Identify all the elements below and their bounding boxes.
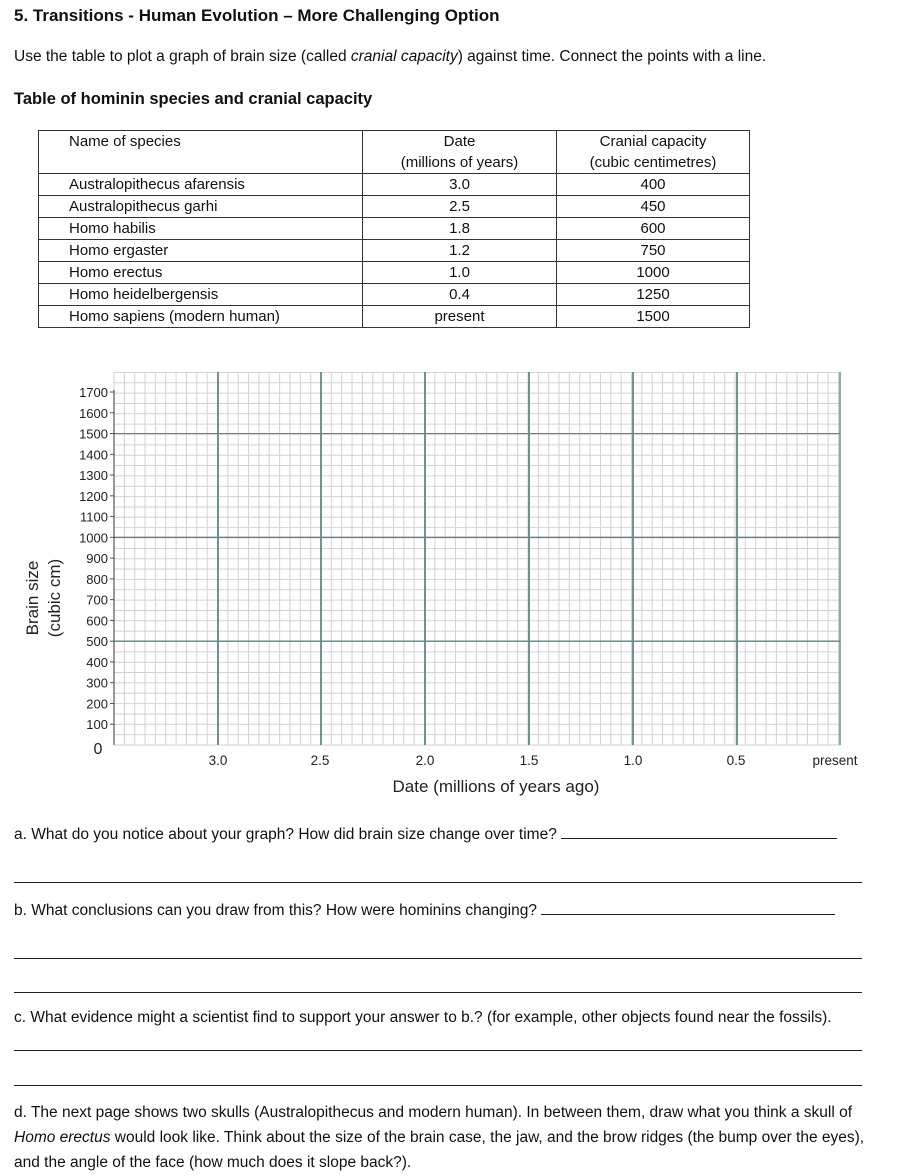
cell-species: Homo ergaster	[39, 240, 363, 262]
cell-species: Australopithecus afarensis	[39, 174, 363, 196]
y-tick-label: 700	[86, 592, 108, 608]
y-tick-label: 600	[86, 613, 108, 629]
cell-capacity: 450	[557, 196, 750, 218]
question-b-text: b. What conclusions can you draw from this? How were hominins changing?	[14, 902, 537, 919]
y-tick-label: 1400	[79, 447, 108, 463]
y-tick-label: 500	[86, 634, 108, 650]
answer-line[interactable]	[14, 958, 862, 959]
x-tick-label: 2.5	[310, 753, 330, 768]
y-tick-label: 200	[86, 696, 108, 712]
cell-date: 3.0	[363, 174, 557, 196]
y-tick-label: 0	[93, 741, 103, 758]
y-tick-label: 100	[86, 717, 108, 733]
instructions	[14, 48, 766, 66]
instructions-text-2: ) against time. Connect the points with a line.	[457, 48, 767, 65]
table-row	[39, 240, 750, 262]
cell-capacity: 1000	[557, 262, 750, 284]
graph-grid-chart	[0, 360, 900, 800]
y-tick-label: 800	[86, 571, 108, 587]
y-tick-label: 1000	[79, 530, 108, 546]
cell-date: 0.4	[363, 284, 557, 306]
y-tick-label: 300	[86, 675, 108, 691]
y-tick-label: 1700	[79, 385, 108, 400]
table-row	[39, 174, 750, 196]
answer-line[interactable]	[14, 1085, 862, 1086]
header-species: Name of species	[39, 131, 363, 174]
y-axis-label-line-1: Brain size	[23, 560, 42, 636]
cell-date: 1.0	[363, 262, 557, 284]
header-date-line-2: (millions of years)	[400, 154, 519, 171]
x-axis-label: Date (millions of years ago)	[392, 777, 600, 796]
answer-b-inline-line[interactable]	[541, 900, 835, 915]
answer-line[interactable]	[14, 992, 862, 993]
x-tick-label: 1.5	[519, 753, 539, 768]
y-tick-label: 1600	[79, 405, 108, 421]
table-row	[39, 218, 750, 240]
table-row	[39, 284, 750, 306]
header-capacity-line-2: (cubic centimetres)	[589, 154, 717, 171]
x-tick-labels	[209, 753, 858, 768]
y-tick-label: 400	[86, 654, 108, 670]
table-row	[39, 196, 750, 218]
answer-a-inline-line[interactable]	[561, 824, 837, 839]
table-row	[39, 306, 750, 328]
cell-capacity: 1250	[557, 284, 750, 306]
answer-line[interactable]	[14, 1050, 862, 1051]
table-row	[39, 262, 750, 284]
question-d-text-2: would look like. Think about the size of the brain case, the jaw, and the brow ridges (the bump over the eyes), and the angle of the face (how much does it slope back?).	[14, 1129, 865, 1171]
answer-line[interactable]	[14, 882, 862, 883]
x-tick-label: 1.0	[623, 753, 643, 768]
x-tick-label: present	[812, 753, 858, 768]
cell-date: 1.8	[363, 218, 557, 240]
question-d-italic-species: Homo erectus	[14, 1129, 111, 1146]
table-header-row	[39, 131, 750, 174]
y-tick-label: 1300	[79, 468, 108, 484]
header-capacity-line-1: Cranial capacity	[599, 133, 707, 150]
question-d	[14, 1100, 884, 1175]
cell-capacity: 1500	[557, 306, 750, 328]
header-capacity	[557, 131, 750, 174]
y-tick-labels	[79, 385, 114, 758]
x-tick-label: 0.5	[726, 753, 746, 768]
x-tick-label: 3.0	[208, 753, 228, 768]
x-tick-label: 2.0	[415, 753, 435, 768]
cell-species: Homo habilis	[39, 218, 363, 240]
question-c: c. What evidence might a scientist find to support your answer to b.? (for example, other objects found near the fossils).	[14, 1009, 832, 1026]
cell-species: Homo sapiens (modern human)	[39, 306, 363, 328]
species-table	[38, 130, 750, 328]
cell-species: Australopithecus garhi	[39, 196, 363, 218]
header-date	[363, 131, 557, 174]
y-tick-label: 1500	[79, 426, 108, 442]
y-axis-label-line-2: (cubic cm)	[45, 558, 64, 638]
question-d-text-1: d. The next page shows two skulls (Australopithecus and modern human). In between them, draw what you think a skull of	[14, 1104, 853, 1121]
grid-minor-lines	[114, 372, 840, 745]
question-b	[14, 900, 835, 920]
cell-capacity: 750	[557, 240, 750, 262]
question-a-text: a. What do you notice about your graph? How did brain size change over time?	[14, 826, 557, 843]
worksheet-heading: 5. Transitions - Human Evolution – More Challenging Option	[14, 6, 500, 25]
instructions-italic-term: cranial capacity	[350, 48, 458, 65]
cell-capacity: 600	[557, 218, 750, 240]
question-a	[14, 824, 837, 844]
cell-date: present	[363, 306, 557, 328]
y-tick-label: 900	[86, 551, 108, 567]
cell-capacity: 400	[557, 174, 750, 196]
cell-species: Homo erectus	[39, 262, 363, 284]
header-date-line-1: Date	[443, 133, 476, 150]
y-tick-label: 1200	[79, 488, 108, 504]
cell-date: 1.2	[363, 240, 557, 262]
cell-date: 2.5	[363, 196, 557, 218]
table-title: Table of hominin species and cranial capacity	[14, 90, 373, 108]
y-tick-label: 1100	[80, 509, 108, 525]
cell-species: Homo heidelbergensis	[39, 284, 363, 306]
instructions-text-1: Use the table to plot a graph of brain size (called	[14, 48, 351, 65]
